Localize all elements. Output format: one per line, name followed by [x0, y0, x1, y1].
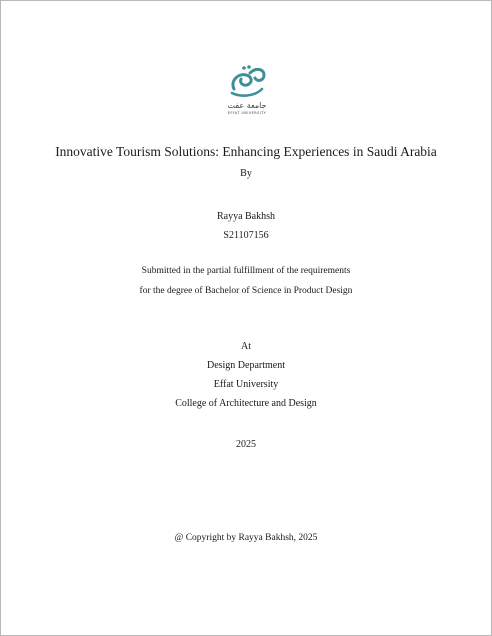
submission-statement-line-1: Submitted in the partial fulfillment of the requirements: [141, 266, 351, 276]
university-logo: [220, 59, 274, 111]
at-label: At: [241, 341, 251, 352]
university-logo-icon: [220, 59, 274, 111]
document-title: Innovative Tourism Solutions: Enhancing Experiences in Saudi Arabia: [55, 144, 437, 159]
logo-english-text: EFFAT UNIVERSITY: [227, 111, 267, 115]
submission-year: 2025: [236, 439, 256, 450]
student-id: S21107156: [223, 230, 269, 241]
by-label: By: [240, 168, 252, 179]
submission-statement-line-2: for the degree of Bachelor of Science in Product Design: [139, 286, 353, 296]
copyright-notice: @ Copyright by Rayya Bakhsh, 2025: [174, 533, 318, 543]
author-name: Rayya Bakhsh: [216, 211, 276, 222]
department-name: Design Department: [206, 360, 286, 371]
university-name: Effat University: [213, 379, 279, 390]
logo-arabic-text: جامعة عفت: [227, 101, 267, 110]
college-name: College of Architecture and Design: [175, 398, 317, 409]
